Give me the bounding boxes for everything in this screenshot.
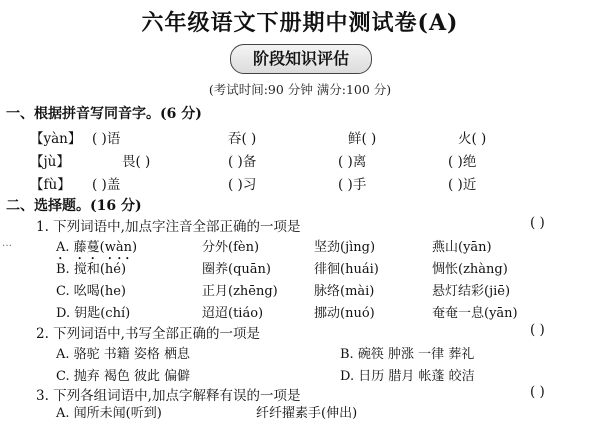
question-3-answer[interactable]: ( )	[530, 384, 545, 400]
question-2-text: 2. 下列词语中,书写全部正确的一项是	[36, 326, 260, 342]
pinyin-label: 【yàn】	[30, 131, 82, 147]
q2-option-b: B. 碗筷 肿涨 一律 葬礼	[340, 347, 475, 362]
q1-option-d	[56, 302, 596, 320]
option-word: 迢迢(tiáo)	[202, 306, 264, 321]
option-word: A. 藤蔓(wàn)	[56, 240, 138, 255]
option-word: C. 吆喝(he)	[56, 284, 126, 299]
option-word: 坚劲(jìng)	[314, 240, 376, 255]
question-2-answer[interactable]: ( )	[530, 322, 545, 338]
fill-item[interactable]: ( )备	[228, 154, 257, 170]
question-3-text: 3. 下列各组词语中,加点字解释有误的一项是	[36, 388, 301, 404]
option-word: B. 搅和(hé)	[56, 262, 127, 277]
fill-item[interactable]: 鲜( )	[348, 131, 377, 147]
fill-item[interactable]: ( )盖	[92, 177, 121, 193]
option-word: 正月(zhēng)	[202, 284, 278, 299]
q1-option-c	[56, 280, 596, 298]
fill-item[interactable]: ( )近	[448, 177, 477, 193]
fill-item[interactable]: ( )语	[92, 131, 121, 147]
pinyin-row-fu	[30, 173, 590, 193]
q3-option-a-1: A. 闻所未闻(听到)	[56, 406, 162, 421]
q3-option-a-2: 纤纤擢素手(伸出)	[256, 406, 358, 421]
pinyin-label: 【fù】	[30, 177, 71, 193]
option-word: 徘徊(huái)	[314, 262, 379, 277]
fill-item[interactable]: 吞( )	[228, 131, 257, 147]
fill-item[interactable]: 畏( )	[122, 154, 151, 170]
pinyin-row-ju	[30, 150, 590, 170]
exam-info: (考试时间:90 分钟 满分:100 分)	[208, 82, 392, 97]
subtitle-badge: 阶段知识评估	[230, 44, 372, 74]
fill-item[interactable]: ( )手	[338, 177, 367, 193]
question-1-text: 1. 下列词语中,加点字注音全部正确的一项是	[36, 219, 301, 235]
option-word: 燕山(yān)	[432, 240, 492, 255]
exam-title: 六年级语文下册期中测试卷(A)	[141, 10, 459, 36]
option-word: 挪动(nuó)	[314, 306, 375, 321]
q1-option-a	[56, 236, 596, 254]
q2-option-d: D. 日历 腊月 帐蓬 皎洁	[340, 369, 475, 384]
margin-mark: …	[2, 238, 12, 249]
option-word: 奄奄一息(yān)	[432, 306, 518, 321]
fill-item[interactable]: ( )离	[338, 154, 367, 170]
fill-item[interactable]: 火( )	[458, 131, 487, 147]
q2-option-a: A. 骆驼 书籍 姿格 栖息	[56, 347, 191, 362]
section2-heading: 二、选择题。(16 分)	[6, 198, 142, 214]
pinyin-row-yan	[30, 127, 590, 147]
option-word: 分外(fèn)	[202, 240, 260, 255]
q2-option-c: C. 抛弃 褐色 彼此 偏僻	[56, 369, 191, 384]
option-word: 悬灯结彩(jiē)	[432, 284, 511, 299]
option-word: 脉络(mài)	[314, 284, 375, 299]
pinyin-label: 【jù】	[30, 154, 70, 170]
fill-item[interactable]: ( )绝	[448, 154, 477, 170]
section1-heading: 一、根据拼音写同音字。(6 分)	[6, 106, 202, 122]
option-word: 惆怅(zhàng)	[432, 262, 508, 277]
option-word: 圈养(quān)	[202, 262, 271, 277]
question-1-answer[interactable]: ( )	[530, 215, 545, 231]
option-word: D. 钥匙(chí)	[56, 306, 131, 321]
fill-item[interactable]: ( )习	[228, 177, 257, 193]
q1-option-b	[56, 258, 596, 276]
